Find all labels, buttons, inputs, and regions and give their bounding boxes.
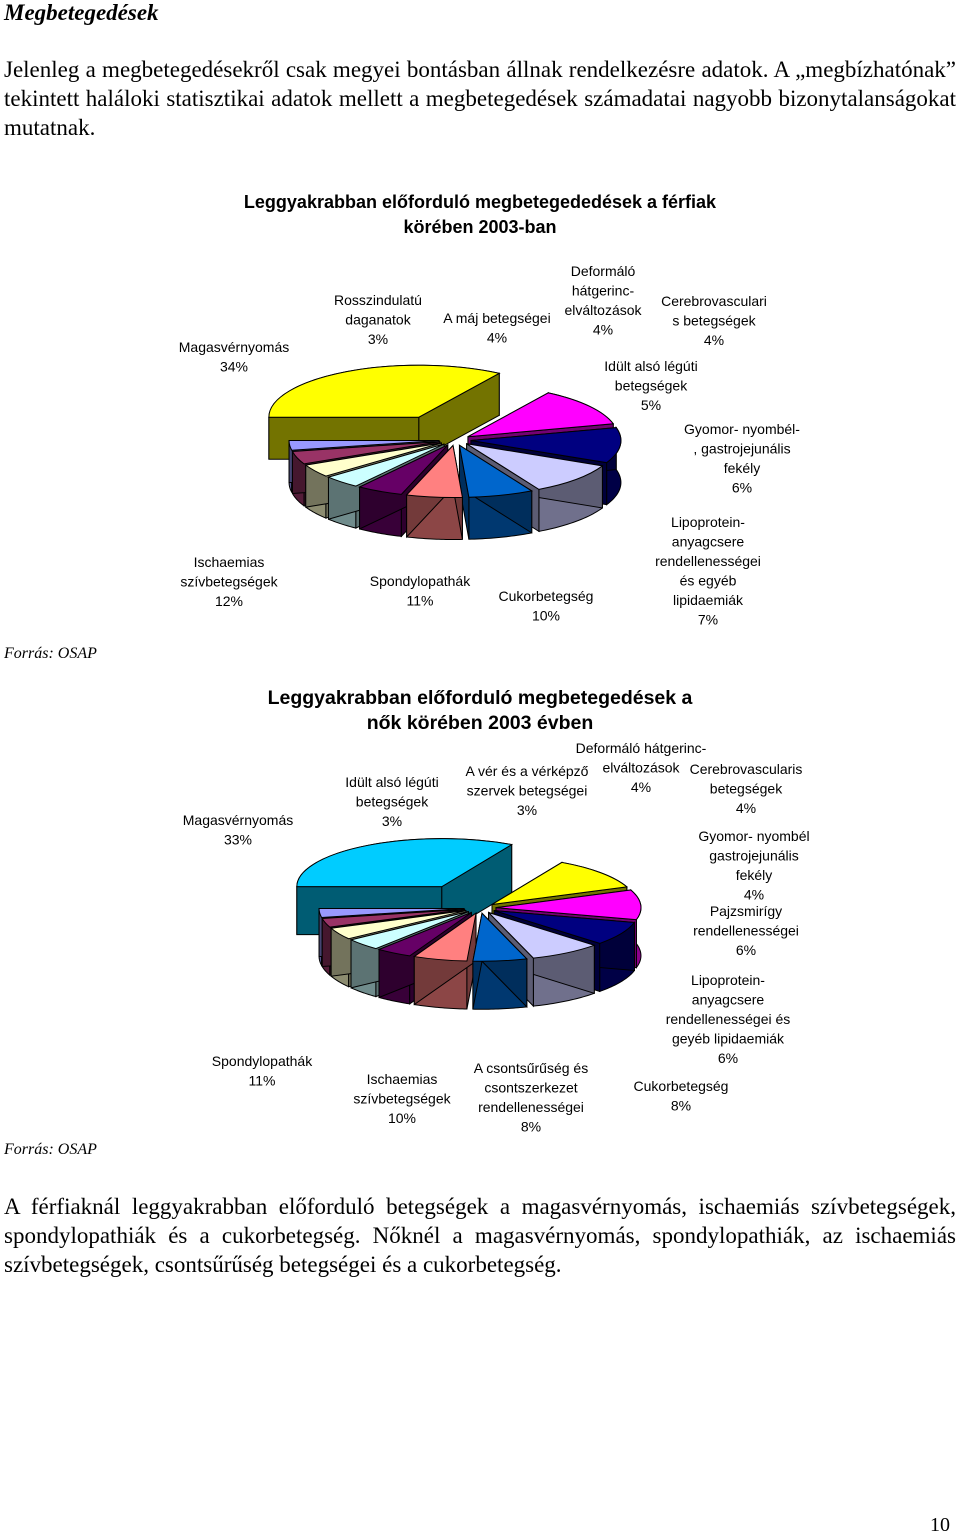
slice-label-line: szervek betegségei	[466, 782, 588, 799]
female-pie-chart	[0, 680, 960, 1140]
slice-label-line: 6%	[735, 942, 757, 958]
slice-label	[179, 339, 290, 375]
slice-label-line: Cukorbetegség	[633, 1078, 729, 1094]
slice-label-line: szívbetegségek	[353, 1090, 451, 1107]
slice-label-line: A csontsűrűség és	[473, 1060, 589, 1076]
conclusion-line: szívbetegségek, spondylopathiák és a cukorbetegség. Nőknél a magasvérnyomás,	[4, 1194, 956, 1248]
slice-label-line: Cukorbetegség	[498, 588, 594, 604]
slice-label-line: 11%	[248, 1072, 276, 1089]
slice-label-line: 10%	[387, 1110, 417, 1126]
slice-label-line: Spondylopathák	[369, 573, 471, 589]
slice-label-line: 3%	[367, 331, 389, 347]
slice-label-line: Ischaemias	[366, 1071, 438, 1087]
slice-label	[604, 358, 697, 413]
intro-paragraph	[4, 55, 956, 171]
slice-label-line: 6%	[717, 1050, 739, 1066]
slice-label	[693, 903, 799, 958]
slice-label-line: betegségek	[355, 793, 429, 810]
slice-label-line: csontszerkezet	[484, 1079, 578, 1096]
slice-label-line: hátgerinc-	[571, 282, 635, 299]
section-heading: Megbetegedések	[4, 0, 159, 25]
slice-label-line: Ischaemias	[193, 554, 265, 570]
slice-label-line: Cerebrovascularis	[689, 761, 803, 777]
slice-label-line: 4%	[735, 800, 757, 816]
slice-label	[443, 310, 550, 346]
slice-label-line: rendellenességei	[478, 1099, 584, 1115]
slice-label-line: 8%	[670, 1097, 692, 1114]
slice-label-line: 11%	[406, 592, 434, 609]
slice-label-line: Idült alsó légúti	[345, 774, 439, 790]
slice-label	[474, 1060, 588, 1135]
chart-title-line: Leggyakrabban előforduló megbetegededések a férfiak	[243, 192, 717, 212]
slice-label-line: 7%	[697, 611, 719, 628]
slice-label-line: szívbetegségek	[180, 573, 278, 590]
slice-label-line: Gyomor- nyombél	[698, 828, 810, 844]
slice-label-line: daganatok	[345, 311, 411, 328]
slice-label-line: 4%	[630, 779, 652, 795]
slice-label-line: betegségek	[614, 377, 688, 394]
slice-label	[466, 763, 589, 818]
slice-label-line: 3%	[516, 802, 538, 818]
slice-label-line: rendellenességei és	[665, 1011, 791, 1027]
slice-label-line: 33%	[223, 831, 253, 848]
slice-label	[499, 588, 594, 624]
intro-line: Jelenleg a megbetegedésekről csak megyei bontásban állnak rendelkezésre adatok. A	[4, 57, 789, 82]
slice-label	[345, 774, 438, 829]
conclusion-line: spondylopathiák, az ischaemiás szívbetegségek, csontsűrűség betegségei és a cukorbetegség.	[4, 1223, 956, 1277]
slice-label	[564, 263, 642, 338]
page-number: 10	[930, 1514, 950, 1536]
slice-label-line: elváltozások	[564, 302, 642, 318]
slice-label	[180, 554, 278, 609]
slice-label-line: betegségek	[709, 780, 783, 797]
conclusion-line: A férfiaknál leggyakrabban előforduló betegségek a magasvérnyomás, ischaemiás	[4, 1194, 800, 1219]
slice-label	[212, 1053, 313, 1089]
slice-label	[690, 761, 803, 816]
male-pie-chart	[0, 180, 960, 650]
slice-label	[661, 293, 767, 348]
intro-line: „megbízhatónak” tekintett haláloki statisztikai adatok mellett a megbetegedések számadatai	[4, 57, 957, 111]
slice-label-line: rendellenességei	[655, 553, 761, 569]
slice-label	[666, 972, 791, 1066]
male-pie-svg	[0, 180, 960, 650]
slice-label-line: anyagcsere	[671, 533, 745, 550]
chart-title-line: körében 2003-ban	[403, 217, 557, 237]
slice-label	[353, 1071, 451, 1126]
slice-label-line: és egyéb	[679, 572, 737, 589]
conclusion-paragraph	[4, 1192, 956, 1279]
source-note-1: Forrás: OSAP	[4, 645, 97, 662]
slice-label-line: 10%	[531, 607, 561, 624]
slice-label-line: Magasvérnyomás	[182, 812, 294, 828]
slice-label	[370, 573, 471, 609]
slice-label	[655, 514, 761, 628]
slice-label-line: Gyomor- nyombél-	[684, 421, 800, 437]
slice-label-line: Deformáló hátgerinc-	[575, 740, 707, 756]
slice-label-line: 4%	[592, 321, 614, 338]
slice-label-line: 6%	[731, 479, 753, 496]
slice-label-line: rendellenességei	[693, 922, 799, 939]
slice-label-line: Deformáló	[570, 263, 636, 279]
intro-line: nagyobb bizonytalanságokat mutatnak.	[4, 86, 957, 140]
slice-label-line: , gastrojejunális	[693, 440, 791, 457]
slice-label-line: s betegségek	[672, 312, 756, 329]
slice-label-line: geyéb lipidaemiák	[671, 1030, 785, 1047]
slice-label-line: Pajzsmirígy	[709, 903, 783, 919]
slice-label	[334, 292, 422, 347]
slice-label-line: Spondylopathák	[211, 1053, 313, 1069]
slice-label	[576, 740, 707, 795]
slice-label-line: Idült alsó légúti	[604, 358, 698, 374]
chart-title-line: Leggyakrabban előforduló megbetegedések a	[267, 687, 693, 709]
slice-label-line: 5%	[640, 397, 662, 413]
slice-label-line: fekély	[735, 867, 773, 883]
slice-label-line: Lipoprotein-	[671, 514, 745, 530]
slice-label-line: A máj betegségei	[443, 310, 551, 326]
chart-title-line: nők körében 2003 évben	[366, 712, 594, 734]
slice-label	[634, 1078, 729, 1114]
female-pie-svg	[0, 680, 960, 1140]
slice-label	[684, 421, 800, 496]
source-note-2: Forrás: OSAP	[4, 1141, 97, 1158]
slice-label-line: Lipoprotein-	[691, 972, 765, 988]
slice-label-line: A vér és a vérképző	[465, 763, 589, 779]
slice-label-line: anyagcsere	[691, 991, 765, 1008]
slice-label-line: elváltozások	[602, 759, 680, 776]
slice-label-line: fekély	[723, 460, 761, 476]
slice-label-line: Magasvérnyomás	[178, 339, 290, 355]
slice-label-line: 12%	[214, 593, 244, 609]
slice-label-line: Cerebrovasculari	[661, 293, 767, 309]
slice-label-line: 4%	[743, 886, 765, 903]
slice-label-line: Rosszindulatú	[334, 292, 422, 308]
slice-label-line: gastrojejunális	[709, 847, 799, 864]
slice-label-line: 4%	[703, 332, 725, 348]
slice-label	[183, 812, 294, 848]
slice-label	[698, 828, 809, 903]
slice-label-line: 8%	[520, 1118, 542, 1135]
slice-label-line: 4%	[486, 329, 508, 346]
slice-label-line: 3%	[381, 813, 403, 829]
slice-label-line: 34%	[219, 358, 249, 375]
slice-label-line: lipidaemiák	[672, 592, 744, 608]
